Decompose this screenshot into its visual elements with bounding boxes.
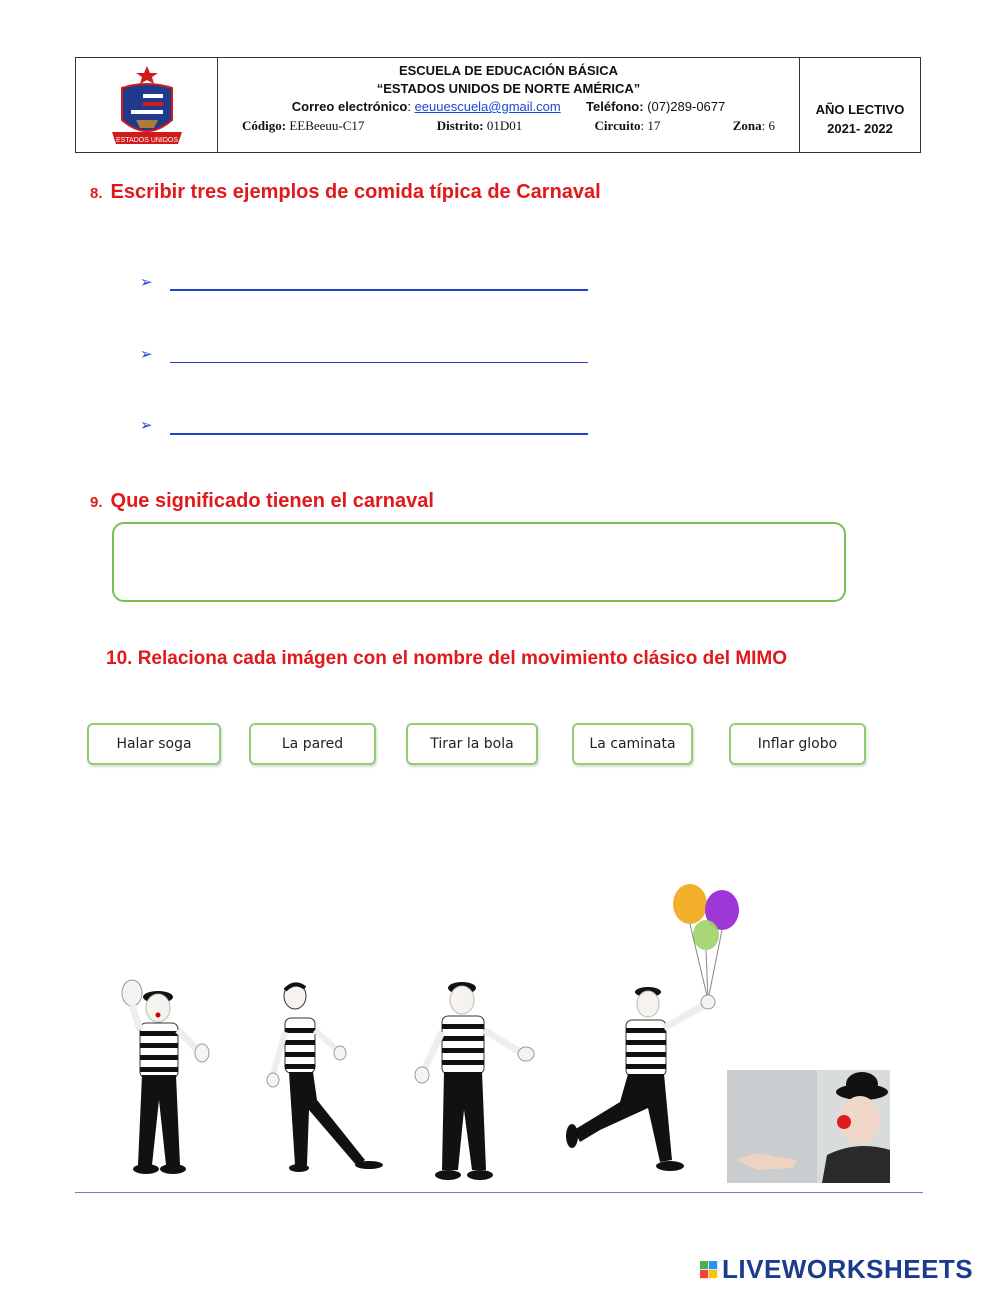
mime-image-5[interactable] bbox=[727, 1070, 890, 1183]
mime-image-1[interactable] bbox=[100, 975, 215, 1185]
contact-line: Correo electrónico: eeuuescuela@gmail.com Teléfono: (07)289-0677 bbox=[291, 99, 726, 114]
phone-label: Teléfono: bbox=[586, 99, 644, 114]
question-9-title: 9. Que significado tienen el carnaval bbox=[90, 490, 434, 512]
mime-image-2[interactable] bbox=[265, 980, 390, 1175]
code-item: Código: EEBeeuu-C17 bbox=[242, 118, 365, 133]
email-label: Correo electrónico bbox=[291, 99, 408, 114]
school-year-cell bbox=[800, 58, 920, 152]
arrow-bullet-icon: ➢ bbox=[140, 417, 153, 434]
school-crest-logo bbox=[76, 58, 218, 154]
liveworksheets-cube-icon bbox=[700, 1259, 718, 1281]
district-item: Distrito: 01D01 bbox=[436, 118, 523, 133]
option-la-caminata[interactable]: La caminata bbox=[572, 723, 693, 765]
zone-item: Zona: 6 bbox=[732, 118, 775, 133]
question-9-text: Que significado tienen el carnaval bbox=[110, 490, 434, 512]
year-value: 2021- 2022 bbox=[827, 121, 893, 136]
year-label: AÑO LECTIVO bbox=[815, 102, 905, 117]
school-header bbox=[75, 57, 921, 153]
school-info-cell bbox=[218, 58, 800, 152]
question-8-title: 8. Escribir tres ejemplos de comida típica de Carnaval bbox=[90, 181, 601, 203]
answer-line-3[interactable] bbox=[170, 433, 588, 435]
liveworksheets-brand-text: LIVEWORKSHEETS bbox=[722, 1254, 974, 1284]
school-logo-cell bbox=[76, 58, 218, 152]
answer-line-2[interactable] bbox=[170, 362, 588, 363]
option-halar-soga[interactable]: Halar soga bbox=[87, 723, 221, 765]
option-tirar-la-bola[interactable]: Tirar la bola bbox=[406, 723, 538, 765]
question-10-title: 10. Relaciona cada imágen con el nombre del movimiento clásico del MIMO bbox=[106, 648, 788, 669]
answer-text-box[interactable] bbox=[112, 522, 846, 602]
circuit-item: Circuito: 17 bbox=[594, 118, 661, 133]
school-name-line2: “ESTADOS UNIDOS DE NORTE AMÉRICA” bbox=[376, 81, 641, 96]
arrow-bullet-icon: ➢ bbox=[140, 346, 153, 363]
logo-banner-text: ESTADOS UNIDOS bbox=[115, 137, 179, 144]
option-la-pared[interactable]: La pared bbox=[249, 723, 376, 765]
mime-image-4[interactable] bbox=[560, 880, 745, 1180]
option-inflar-globo[interactable]: Inflar globo bbox=[729, 723, 866, 765]
school-name-line1: ESCUELA DE EDUCACIÓN BÁSICA bbox=[398, 63, 619, 78]
mime-image-3[interactable] bbox=[410, 980, 545, 1185]
phone-value: (07)289-0677 bbox=[647, 99, 726, 114]
liveworksheets-logo bbox=[700, 1254, 973, 1285]
arrow-bullet-icon: ➢ bbox=[140, 274, 153, 291]
question-8-text: Escribir tres ejemplos de comida típica de Carnaval bbox=[110, 181, 601, 203]
answer-line-1[interactable] bbox=[170, 289, 588, 291]
codes-line bbox=[218, 116, 799, 136]
email-link[interactable]: eeuuescuela@gmail.com bbox=[414, 99, 561, 114]
ground-line bbox=[75, 1192, 923, 1193]
